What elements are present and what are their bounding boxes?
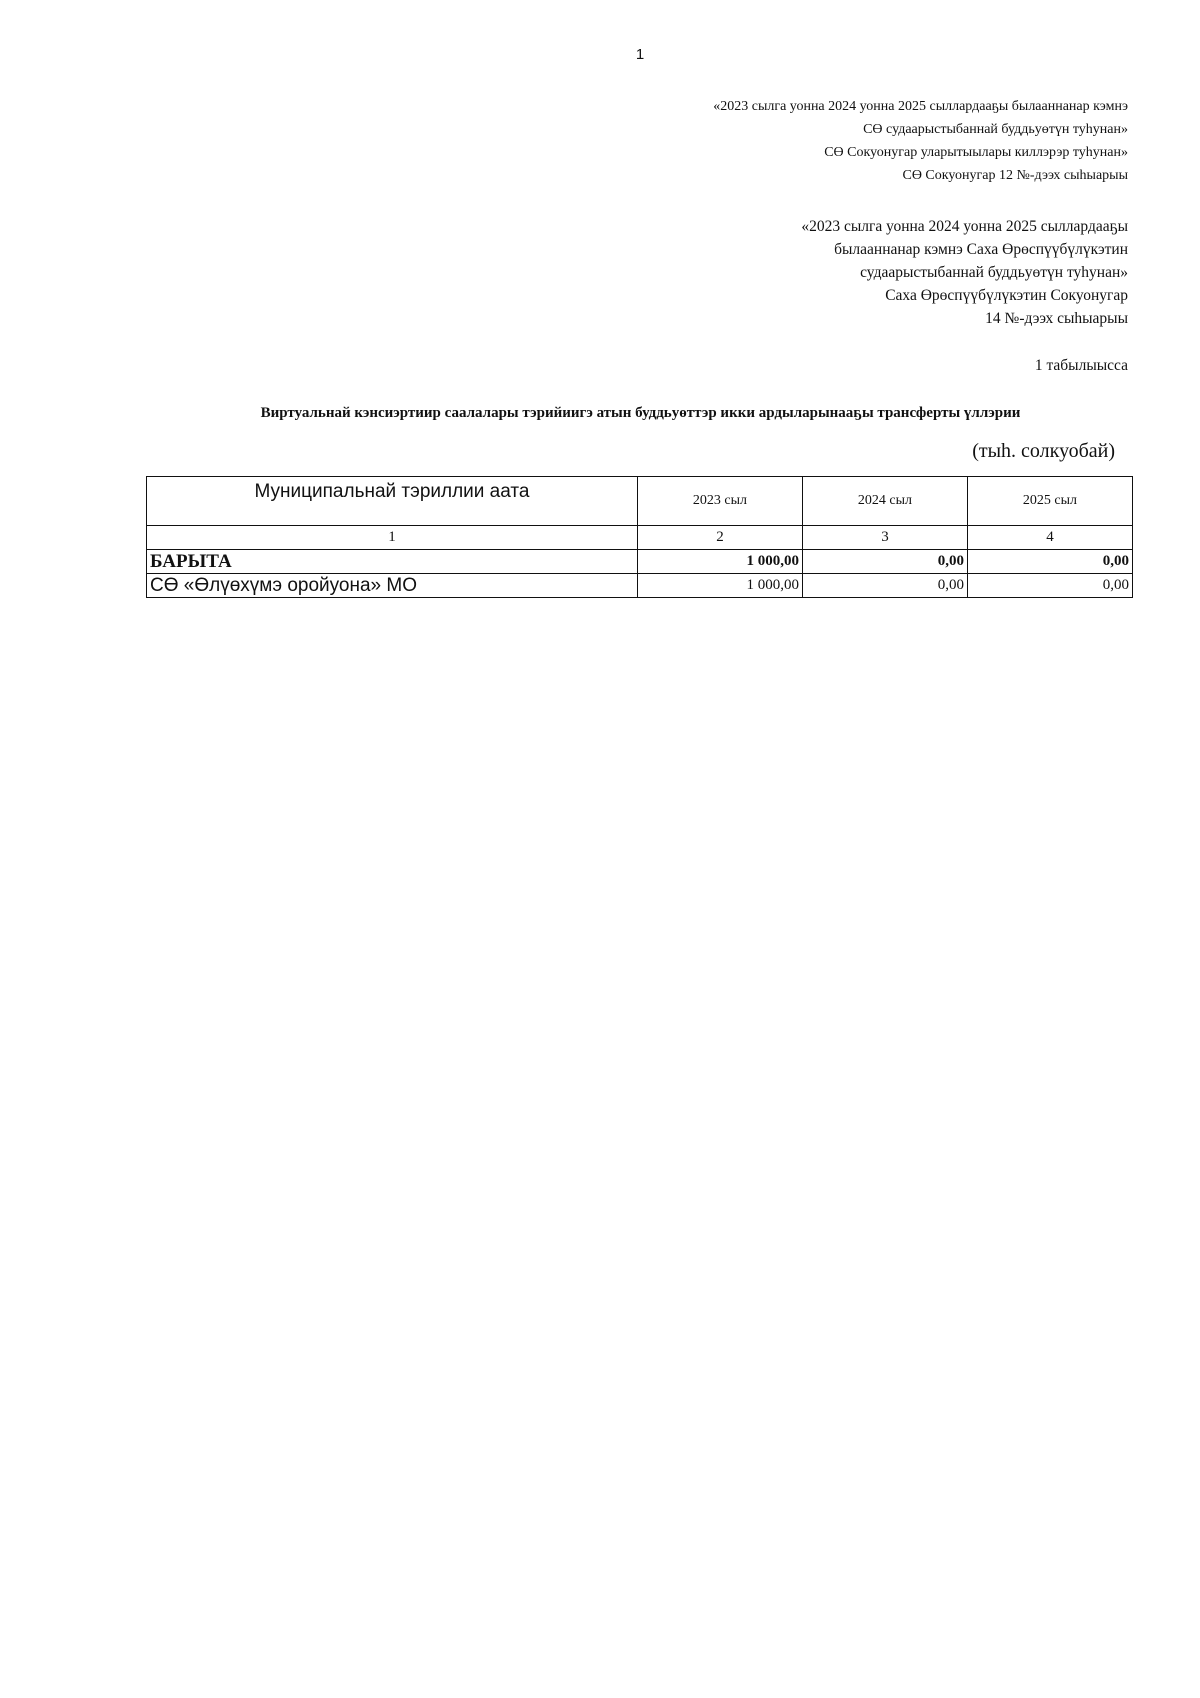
table-number: 1 табылыысса xyxy=(1034,357,1128,374)
transfer-table xyxy=(146,476,1133,598)
value-2023: 1 000,00 xyxy=(637,574,802,598)
annex-header-line: СӨ Сокуонугар 12 №-дээх сыһыарыы xyxy=(902,168,1128,183)
annex-header-14 xyxy=(801,215,1128,330)
column-number: 2 xyxy=(637,526,802,550)
table-header-row xyxy=(147,477,1133,526)
header-year-2024: 2024 сыл xyxy=(802,477,967,526)
units-label: (тыһ. солкуобай) xyxy=(972,440,1115,462)
column-number-row xyxy=(147,526,1133,550)
annex-header-line: былааннанар кэмнэ Саха Өрөспүүбүлүкэтин xyxy=(834,241,1128,258)
page-number: 1 xyxy=(635,46,645,63)
column-number: 1 xyxy=(147,526,638,550)
annex-header-line: «2023 сылга уонна 2024 уонна 2025 сыллардааҕы былааннанар кэмнэ xyxy=(713,99,1128,114)
total-2024: 0,00 xyxy=(802,550,967,574)
annex-header-line: 14 №-дээх сыһыарыы xyxy=(985,310,1128,327)
total-label: БАРЫТА xyxy=(147,550,638,574)
annex-header-line: судаарыстыбаннай буддьуөтүн туһунан» xyxy=(860,264,1128,281)
annex-header-line: «2023 сылга уонна 2024 уонна 2025 сыллардааҕы xyxy=(801,218,1128,235)
total-2025: 0,00 xyxy=(967,550,1132,574)
annex-header-12 xyxy=(713,95,1128,187)
column-number: 3 xyxy=(802,526,967,550)
total-2023: 1 000,00 xyxy=(637,550,802,574)
header-year-2023: 2023 сыл xyxy=(637,477,802,526)
value-2024: 0,00 xyxy=(802,574,967,598)
annex-header-line: СӨ Сокуонугар уларытыылары киллэрэр туһунан» xyxy=(824,145,1128,160)
document-title: Виртуальнай кэнсиэртиир саалалары тэрийиигэ атын буддьуөттэр икки ардыларынааҕы трансферты үллэрии xyxy=(260,405,1021,421)
column-number: 4 xyxy=(967,526,1132,550)
annex-header-line: СӨ судаарыстыбаннай буддьуөтүн туһунан» xyxy=(863,122,1128,137)
total-row xyxy=(147,550,1133,574)
annex-header-line: Саха Өрөспүүбүлүкэтин Сокуонугар xyxy=(885,287,1128,304)
value-2025: 0,00 xyxy=(967,574,1132,598)
header-year-2025: 2025 сыл xyxy=(967,477,1132,526)
municipality-name: СӨ «Өлүөхүмэ оройуона» МО xyxy=(147,574,638,598)
header-municipality: Муниципальнай тэриллии аата xyxy=(147,477,638,526)
table-row xyxy=(147,574,1133,598)
